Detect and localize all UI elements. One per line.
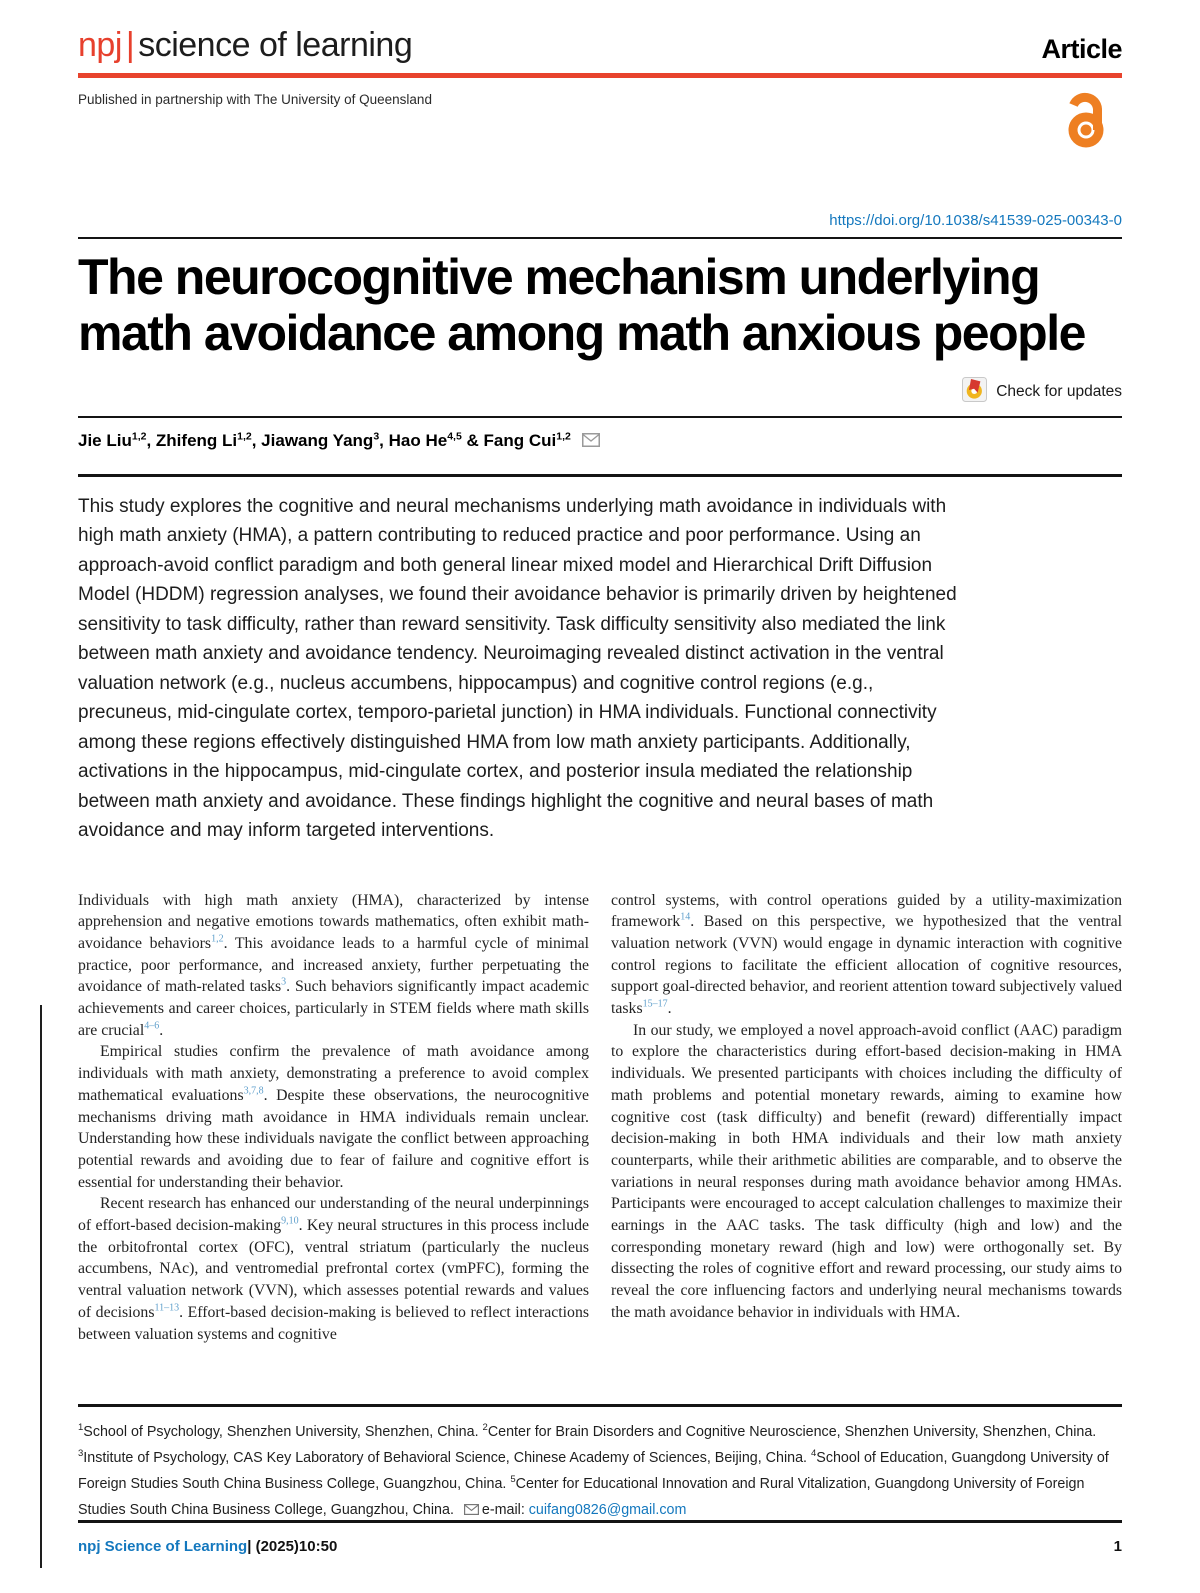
check-for-updates-label: Check for updates bbox=[996, 383, 1122, 400]
footer-citation: | (2025)10:50 bbox=[247, 1537, 338, 1555]
email-link[interactable]: cuifang0826@gmail.com bbox=[528, 1501, 687, 1518]
doi-link[interactable]: https://doi.org/10.1038/s41539-025-00343-0 bbox=[829, 212, 1122, 229]
footer-journal-link[interactable]: npj Science of Learning bbox=[78, 1537, 248, 1555]
journal-logo[interactable] bbox=[78, 26, 412, 65]
title-rule bbox=[78, 237, 1122, 239]
email-label: e-mail: bbox=[481, 1501, 529, 1518]
page-footer bbox=[78, 1520, 1122, 1555]
correspondence-envelope-icon[interactable] bbox=[582, 432, 600, 451]
page-edge-artifact bbox=[40, 1005, 42, 1568]
article-type-label: Article bbox=[1041, 34, 1122, 64]
author-names: Jie Liu$^{1,2}$, Zhifeng Li$^{1,2}$, Jiawang Yang$^3$, Hao He$^{4,5}$ & Fang Cui$^{1,2}$ bbox=[78, 429, 571, 450]
affiliations bbox=[78, 1419, 1122, 1524]
affiliation-list: $^1$School of Psychology, Shenzhen University, Shenzhen, China. $^2$Center for Brain Disorders and Cognitive Neuroscience, Shenzhen University, Shenzhen, China. $^3$Institute of Psychology, CAS Key Laboratory of Behavioral Science, Chinese Academy of Sciences, Beijing, China. $^4$School of Education, Guangdong University of Foreign Studies South China Business College, Guangzhou, China. $^5$Center for Educational Innovation and Rural Vitalization, Guangdong University of Foreign Studies South China Business College, Guangzhou, China. bbox=[78, 1421, 1109, 1518]
abstract: This study explores the cognitive and neural mechanisms underlying math avoidance in individuals with high math anxiety (HMA), a pattern contributing to reduced practice and poor performance. Using an approach-avoid conflict paradigm and both general linear mixed model and Hierarchical Drift Diffusion Model (HDDM) regression analyses, we found their avoidance behavior is primarily driven by heightened sensitivity to task difficulty, rather than reward sensitivity. Task difficulty sensitivity also mediated the link between math anxiety and avoidance tendency. Neuroimaging revealed distinct activation in the ventral valuation network (e.g., nucleus accumbens, hippocampus) and cognitive control regions (e.g., precuneus, mid-cingulate cortex, temporo-parietal junction) in HMA individuals. Functional connectivity among these regions effectively distinguished HMA from low math anxiety participants. Additionally, activations in the hippocampus, mid-cingulate cortex, and posterior insula mediated the relationship between math anxiety and avoidance. These findings highlight the cognitive and neural bases of math avoidance and may inform targeted interventions. bbox=[78, 495, 957, 841]
brand-rule bbox=[78, 73, 1122, 78]
journal-logo-npj: npj bbox=[78, 26, 122, 64]
affiliations-rule bbox=[78, 1404, 1122, 1407]
footer-rule bbox=[78, 1520, 1122, 1523]
journal-logo-divider: | bbox=[125, 26, 135, 64]
affiliations-section bbox=[78, 1404, 1122, 1524]
crossmark-icon bbox=[962, 377, 987, 407]
journal-header bbox=[78, 26, 1122, 65]
page-number: 1 bbox=[1113, 1537, 1122, 1555]
body-paragraph: In our study, we employed a novel approach-avoid conflict (AAC) paradigm to explore the characteristics during effort-based decision-making in HMA individuals. We presented participants with choices including the difficulty of math problems and potential monetary rewards, aiming to examine how cognitive cost (task difficulty) and benefit (reward) differentially impact decision-making in both HMA individuals and their low math anxiety counterparts, while their arithmetic abilities are comparable, and to observe the variations in neural responses during math avoidance behavior among HMAs. Participants were encouraged to accept calculation challenges to maximize their earnings in the AAC tasks. The task difficulty (high and low) and the corresponding monetary reward (high and low) were orthogonally set. By dissecting the roles of cognitive effort and reward processing, our study aims to reveal the core influencing factors and underlying neural mechanisms towards the math avoidance behavior in individuals with HMA. bbox=[611, 1021, 1122, 1321]
author-list bbox=[78, 431, 1122, 452]
body-paragraph: Recent research has enhanced our understanding of the neural underpinnings of effort-based decision-making$^{9,10}$. Key neural structures in this process include the orbitofrontal cortex (OFC), ventral striatum (particularly the nucleus accumbens, NAc), and ventromedial prefrontal cortex (vmPFC), forming the ventral valuation network (VVN), which assesses potential rewards and values of decisions$^{11-13}$. Effort-based decision-making is believed to reflect interactions between valuation systems and cognitive bbox=[78, 1195, 590, 1343]
body-column-right bbox=[611, 890, 1122, 1346]
body-paragraph: control systems, with control operations guided by a utility-maximization framework$^{14}$. Based on this perspective, we hypothesized that the ventral valuation network (VVN) would engage in dynamic interaction with cognitive control regions to facilitate the efficient allocation of cognitive resources, support goal-directed behavior, and reorient attention toward subjectively valued tasks$^{15-17}$. bbox=[611, 891, 1122, 1018]
body-column-left bbox=[78, 890, 589, 1346]
check-for-updates-button[interactable] bbox=[78, 377, 1122, 407]
email-envelope-icon bbox=[464, 1503, 479, 1519]
article-body bbox=[78, 890, 1122, 1346]
abstract-rule-top bbox=[78, 474, 1122, 477]
body-paragraph: Individuals with high math anxiety (HMA), characterized by intense apprehension and negative emotions towards mathematics, often exhibit math-avoidance behaviors$^{1,2}$. This avoidance leads to a harmful cycle of minimal practice, poor performance, and increased anxiety, further perpetuating the avoidance of math-related tasks$^3$. Such behaviors significantly impact academic achievements and career choices, particularly in STEM fields where math skills are crucial$^{4-6}$. bbox=[78, 891, 589, 1039]
open-access-icon bbox=[1064, 90, 1108, 153]
article-title: The neurocognitive mechanism underlying math avoidance among math anxious people bbox=[78, 249, 1085, 361]
authors-rule-top bbox=[78, 416, 1122, 418]
body-paragraph: Empirical studies confirm the prevalence of math avoidance among individuals with math anxiety, demonstrating a preference to avoid complex mathematical evaluations$^{3,7,8}$. Despite these observations, the neurocognitive mechanisms driving math avoidance in HMA individuals remain unclear. Understanding how these individuals navigate the conflict between approaching potential rewards and avoiding due to fear of failure and cognitive effort is essential for understanding their behavior. bbox=[78, 1043, 589, 1191]
journal-logo-name: science of learning bbox=[138, 26, 413, 64]
partnership-note: Published in partnership with The University of Queensland bbox=[78, 92, 432, 107]
